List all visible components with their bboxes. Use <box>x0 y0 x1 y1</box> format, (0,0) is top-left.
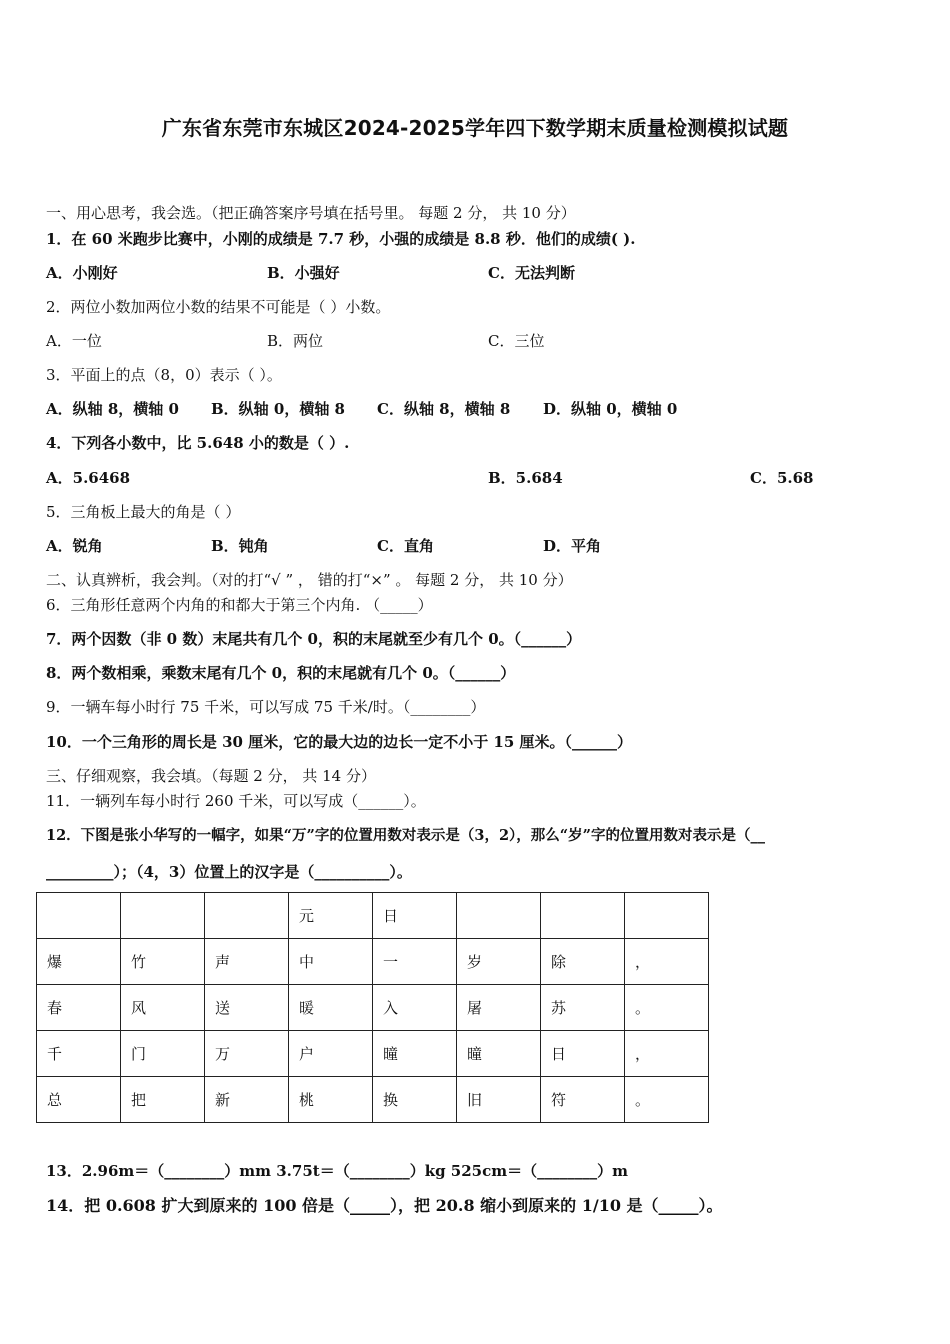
question-13: 13．2.96m＝（________）mm 3.75t＝（________）kg 525cm＝（________）m <box>46 1162 628 1180</box>
q1-option-c: C．无法判断 <box>488 264 575 282</box>
grid-cell: 除 <box>541 939 625 985</box>
grid-cell <box>37 893 121 939</box>
q1-option-a: A．小刚好 <box>46 264 118 282</box>
q5-option-c: C．直角 <box>377 537 434 555</box>
grid-cell: 岁 <box>457 939 541 985</box>
grid-cell <box>121 893 205 939</box>
grid-cell: ， <box>625 1031 709 1077</box>
grid-cell: ， <box>625 939 709 985</box>
section-3-heading: 三、仔细观察，我会填。（每题 2 分， 共 14 分） <box>46 767 376 785</box>
grid-cell <box>625 893 709 939</box>
question-11: 11．一辆列车每小时行 260 千米，可以写成（______）。 <box>46 792 426 810</box>
section-2-heading: 二、认真辨析，我会判。（对的打“√ ” ， 错的打“×” 。 每题 2 分， 共 10 分） <box>46 571 573 589</box>
grid-cell: 入 <box>373 985 457 1031</box>
q4-option-b: B．5.684 <box>488 469 563 487</box>
grid-row <box>37 1031 709 1077</box>
q3-option-a: A．纵轴 8，横轴 0 <box>46 400 179 418</box>
grid-row <box>37 893 709 939</box>
question-8: 8．两个数相乘，乘数末尾有几个 0，积的末尾就有几个 0。（______） <box>46 664 516 682</box>
grid-cell: 元 <box>289 893 373 939</box>
q3-option-d: D．纵轴 0，横轴 0 <box>543 400 678 418</box>
q2-option-b: B．两位 <box>267 332 324 350</box>
grid-cell: 。 <box>625 985 709 1031</box>
q5-option-a: A．锐角 <box>46 537 103 555</box>
grid-row <box>37 985 709 1031</box>
grid-cell: 万 <box>205 1031 289 1077</box>
grid-row <box>37 939 709 985</box>
question-2: 2．两位小数加两位小数的结果不可能是（ ）小数。 <box>46 298 391 316</box>
question-14: 14．把 0.608 扩大到原来的 100 倍是（_____），把 20.8 缩小到原来的 1/10 是（_____）。 <box>46 1196 723 1215</box>
grid-cell: 日 <box>373 893 457 939</box>
question-10: 10．一个三角形的周长是 30 厘米，它的最大边的边长一定不小于 15 厘米。（______） <box>46 733 633 751</box>
grid-cell: 曈 <box>373 1031 457 1077</box>
q2-option-c: C．三位 <box>488 332 545 350</box>
q1-option-b: B．小强好 <box>267 264 340 282</box>
q5-option-b: B．钝角 <box>211 537 269 555</box>
q3-option-b: B．纵轴 0，横轴 8 <box>211 400 345 418</box>
question-9: 9．一辆车每小时行 75 千米，可以写成 75 千米/时。（________） <box>46 698 486 716</box>
question-1: 1．在 60 米跑步比赛中，小刚的成绩是 7.7 秒，小强的成绩是 8.8 秒．他们的成绩( ). <box>46 230 636 248</box>
grid-cell: 声 <box>205 939 289 985</box>
question-12-line-2: _________）；（4，3）位置上的汉字是（__________）。 <box>46 863 412 881</box>
q4-option-a: A．5.6468 <box>46 469 131 487</box>
grid-cell <box>205 893 289 939</box>
grid-cell: 符 <box>541 1077 625 1123</box>
grid-cell: 千 <box>37 1031 121 1077</box>
grid-cell: 送 <box>205 985 289 1031</box>
section-1-heading: 一、用心思考，我会选。（把正确答案序号填在括号里。 每题 2 分， 共 10 分） <box>46 204 576 222</box>
grid-cell: 屠 <box>457 985 541 1031</box>
q2-option-a: A．一位 <box>46 332 102 350</box>
grid-cell: 曈 <box>457 1031 541 1077</box>
grid-cell: 门 <box>121 1031 205 1077</box>
grid-row <box>37 1077 709 1123</box>
grid-cell: 风 <box>121 985 205 1031</box>
grid-cell: 暖 <box>289 985 373 1031</box>
grid-cell <box>457 893 541 939</box>
grid-cell: 桃 <box>289 1077 373 1123</box>
grid-cell: 春 <box>37 985 121 1031</box>
grid-cell: 苏 <box>541 985 625 1031</box>
grid-cell <box>541 893 625 939</box>
question-6: 6．三角形任意两个内角的和都大于第三个内角. （_____） <box>46 596 433 614</box>
grid-cell: 日 <box>541 1031 625 1077</box>
question-12-line-1: 12．下图是张小华写的一幅字，如果“万”字的位置用数对表示是（3，2），那么“岁”字的位置用数对表示是（__ <box>46 827 765 844</box>
q4-option-c: C．5.68 <box>750 469 814 487</box>
grid-cell: 总 <box>37 1077 121 1123</box>
q5-option-d: D．平角 <box>543 537 602 555</box>
grid-cell: 竹 <box>121 939 205 985</box>
grid-cell: 把 <box>121 1077 205 1123</box>
grid-cell: 中 <box>289 939 373 985</box>
question-4: 4．下列各小数中，比 5.648 小的数是（ ）. <box>46 434 350 452</box>
q3-option-c: C．纵轴 8，横轴 8 <box>377 400 511 418</box>
grid-cell: 新 <box>205 1077 289 1123</box>
grid-cell: 换 <box>373 1077 457 1123</box>
question-5: 5．三角板上最大的角是（ ） <box>46 503 241 521</box>
question-3: 3．平面上的点（8，0）表示（ ）。 <box>46 366 282 384</box>
grid-cell: 旧 <box>457 1077 541 1123</box>
calligraphy-grid <box>36 892 709 1123</box>
grid-cell: 爆 <box>37 939 121 985</box>
grid-cell: 。 <box>625 1077 709 1123</box>
grid-cell: 户 <box>289 1031 373 1077</box>
grid-cell: 一 <box>373 939 457 985</box>
page-title: 广东省东莞市东城区2024-2025学年四下数学期末质量检测模拟试题 <box>161 116 789 140</box>
question-7: 7．两个因数（非 0 数）末尾共有几个 0，积的末尾就至少有几个 0。（______） <box>46 630 582 648</box>
